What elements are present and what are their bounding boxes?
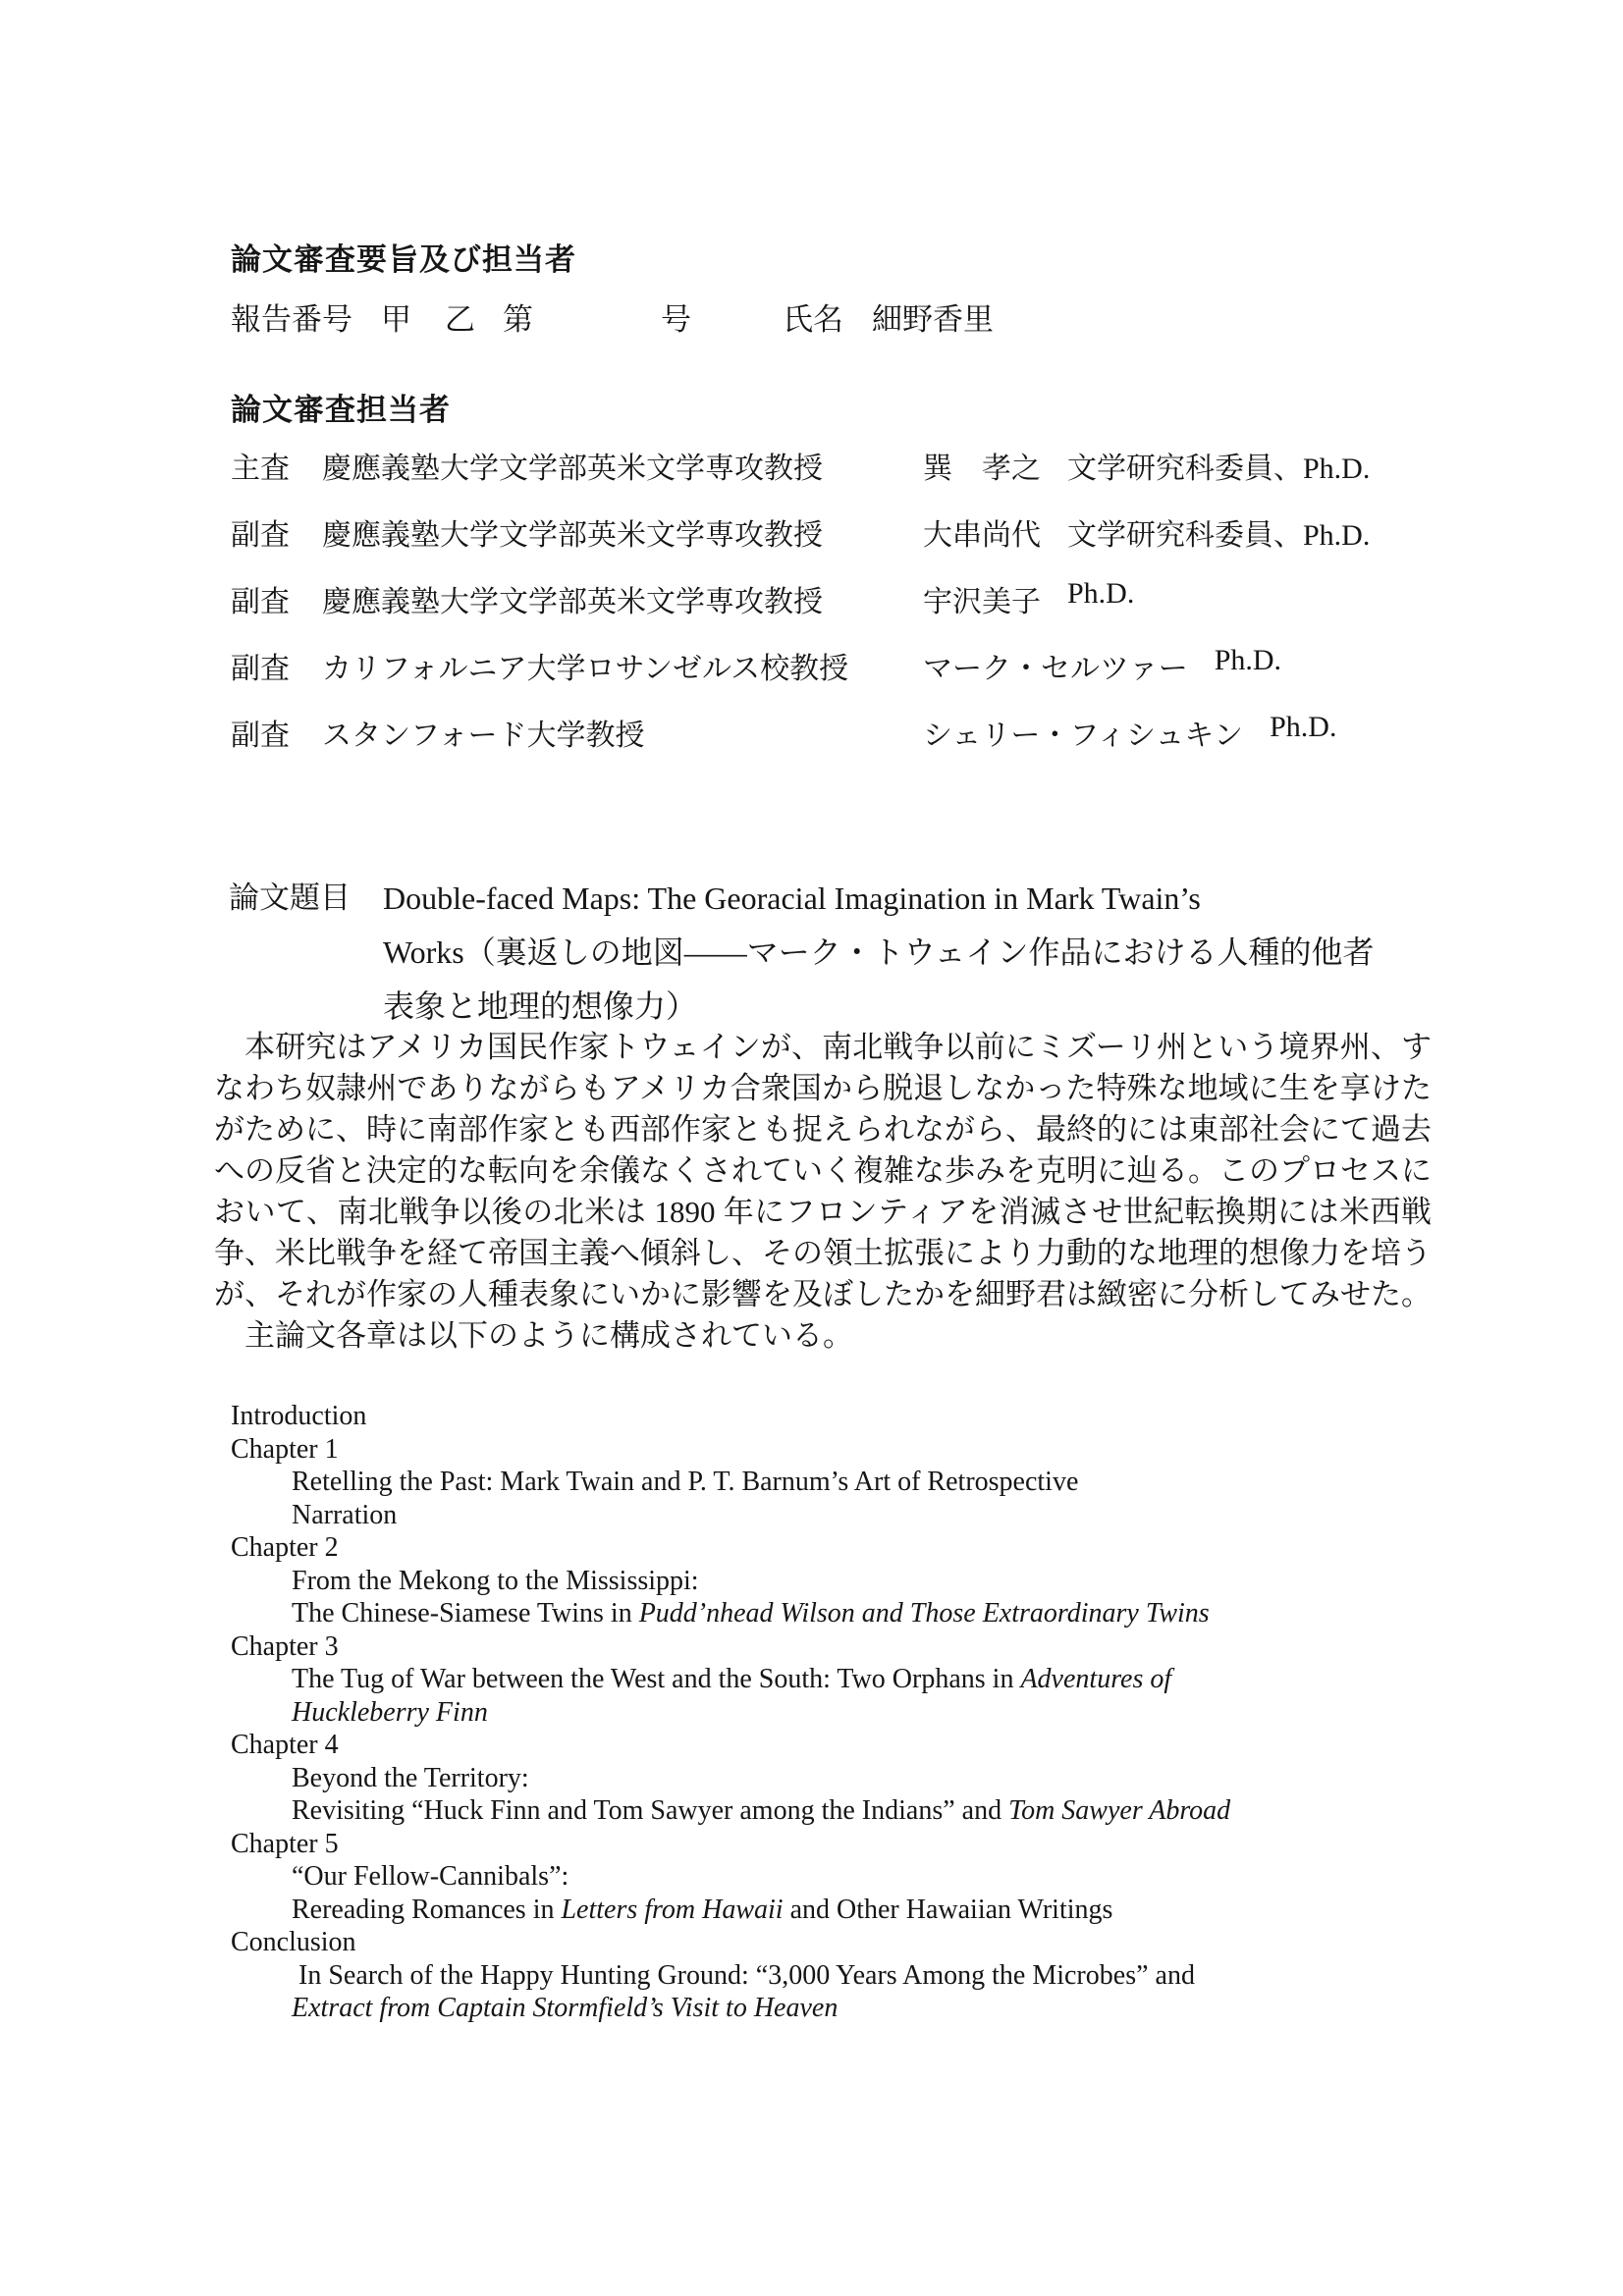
abstract xyxy=(214,1027,1432,1357)
toc-line xyxy=(216,1400,1492,1433)
toc-line xyxy=(216,1696,1492,1730)
committee-note: Ph.D. xyxy=(1270,711,1337,743)
committee-role: 副査 xyxy=(231,720,290,752)
toc-line xyxy=(216,1894,1492,1927)
toc-text: Retelling the Past: Mark Twain and P. T. Barnum’s Art of Retrospective xyxy=(292,1467,1079,1497)
toc-text: From the Mekong to the Mississippi: xyxy=(292,1565,699,1596)
thesis-title-line-3: 表象と地理的想像力） xyxy=(383,988,698,1024)
committee-name: 宇沢美子 xyxy=(923,586,1041,618)
toc-text: “Our Fellow-Cannibals”: xyxy=(292,1861,569,1892)
committee-heading: 論文審査担当者 xyxy=(231,393,451,427)
toc-line xyxy=(216,1565,1492,1598)
name-label: 氏名 xyxy=(783,302,843,337)
committee-name: 大串尚代 xyxy=(923,519,1041,552)
toc-text: Revisiting “Huck Finn and Tom Sawyer among the Indians” and xyxy=(292,1795,1009,1826)
toc-text-italic: Pudd’nhead Wilson and Those Extraordinary Twins xyxy=(638,1598,1210,1629)
committee-name-group xyxy=(923,577,1134,620)
toc-line xyxy=(216,1959,1492,1993)
toc-text-italic: Huckleberry Finn xyxy=(292,1696,488,1728)
committee-role: 主査 xyxy=(231,453,290,485)
thesis-title-label: 論文題目 xyxy=(229,881,351,915)
thesis-title-line-1: Double-faced Maps: The Georacial Imagination in Mark Twain’s xyxy=(383,881,1201,916)
toc-text: The Tug of War between the West and the South: Two Orphans in xyxy=(292,1664,1021,1694)
toc-line xyxy=(216,1663,1492,1696)
toc xyxy=(216,1400,1492,2025)
committee-note: 文学研究科委員、Ph.D. xyxy=(1067,519,1371,552)
report-number-row xyxy=(0,294,1623,337)
toc-line xyxy=(216,1860,1492,1894)
toc-line xyxy=(216,1630,1492,1664)
committee-affiliation: 慶應義塾大学文学部英米文学専攻教授 xyxy=(322,586,823,618)
toc-line xyxy=(216,1433,1492,1467)
toc-text: Narration xyxy=(292,1499,398,1530)
committee-affiliation: カリフォルニア大学ロサンゼルス校教授 xyxy=(322,653,849,685)
toc-text: Introduction xyxy=(231,1401,367,1431)
dai-label: 第 xyxy=(503,302,533,337)
committee-name-group xyxy=(923,444,1370,487)
toc-line xyxy=(216,1828,1492,1861)
toc-line xyxy=(216,1926,1492,1959)
committee-row xyxy=(0,444,1623,510)
committee-row xyxy=(0,577,1623,644)
committee-note: Ph.D. xyxy=(1067,577,1135,610)
committee-role: 副査 xyxy=(231,586,290,618)
committee-note: Ph.D. xyxy=(1214,644,1282,676)
toc-text: Chapter 3 xyxy=(231,1630,339,1662)
committee-name: 巽 孝之 xyxy=(923,453,1041,485)
committee-name: シェリー・フィシュキン xyxy=(923,720,1244,752)
candidate-name: 細野香里 xyxy=(872,302,994,337)
committee-affiliation: 慶應義塾大学文学部英米文学専攻教授 xyxy=(322,453,823,485)
toc-text-italic: Tom Sawyer Abroad xyxy=(1008,1795,1231,1826)
abstract-paragraph-1: 本研究はアメリカ国民作家トウェインが、南北戦争以前にミズーリ州という境界州、すなわち奴隷州でありながらもアメリカ合衆国から脱退しなかった特殊な地域に生を享けたがために、時に南部作家とも西部作家とも捉えられながら、最終的には東部社会にて過去への反省と決定的な転向を余儀なくされていく複雑な歩みを克明に辿る。このプロセスにおいて、南北戦争以後の北米は 1890 年にフロンティアを消滅させ世紀転換期には米西戦争、米比戦争を経て帝国主義へ傾斜し、その領土拡張により力動的な地理的想像力を培うが、それが作家の人種表象にいかに影響を及ぼしたかを細野君は緻密に分析してみせた。 xyxy=(214,1030,1432,1311)
toc-text: and Other Hawaiian Writings xyxy=(783,1894,1113,1925)
report-number-label: 報告番号 xyxy=(231,302,352,337)
toc-line xyxy=(216,1762,1492,1795)
committee-note: 文学研究科委員、Ph.D. xyxy=(1067,453,1371,485)
committee-name-group xyxy=(923,644,1281,687)
toc-line xyxy=(216,1729,1492,1762)
committee-row xyxy=(0,644,1623,711)
toc-text: Rereading Romances in xyxy=(292,1894,562,1925)
committee-affiliation: スタンフォード大学教授 xyxy=(322,720,645,752)
toc-text: Chapter 1 xyxy=(231,1433,339,1465)
abstract-paragraph-2: 主論文各章は以下のように構成されている。 xyxy=(214,1318,853,1353)
committee-name: マーク・セルツァー xyxy=(923,653,1188,685)
committee-affiliation: 慶應義塾大学文学部英米文学専攻教授 xyxy=(322,519,823,552)
toc-text: The Chinese-Siamese Twins in xyxy=(292,1598,639,1629)
toc-text-italic: Letters from Hawaii xyxy=(561,1894,784,1925)
toc-text: Chapter 5 xyxy=(231,1828,339,1859)
committee-name-group xyxy=(923,711,1336,754)
toc-text-italic: Adventures of xyxy=(1020,1664,1172,1694)
toc-line xyxy=(216,1794,1492,1828)
toc-line xyxy=(216,1499,1492,1532)
thesis-title-line-2: Works（裏返しの地図――マーク・トウェイン作品における人種的他者 xyxy=(383,934,1375,970)
committee-role: 副査 xyxy=(231,653,290,685)
toc-text: Beyond the Territory: xyxy=(292,1762,529,1793)
committee-role: 副査 xyxy=(231,519,290,552)
doc-heading: 論文審査要旨及び担当者 xyxy=(231,242,576,277)
toc-line xyxy=(216,1531,1492,1565)
toc-text-italic: Extract from Captain Stormfield’s Visit to Heaven xyxy=(292,1993,839,2023)
toc-text: Conclusion xyxy=(231,1927,356,1957)
toc-line xyxy=(216,1992,1492,2025)
toc-text: Chapter 2 xyxy=(231,1532,339,1563)
toc-line xyxy=(216,1597,1492,1630)
toc-line xyxy=(216,1466,1492,1499)
toc-text: Chapter 4 xyxy=(231,1730,339,1760)
committee-row xyxy=(0,711,1623,777)
committee-list xyxy=(0,444,1623,777)
kou-mark: 甲 xyxy=(381,302,411,337)
committee-name-group xyxy=(923,510,1370,554)
committee-row xyxy=(0,510,1623,577)
toc-text: In Search of the Happy Hunting Ground: “3,000 Years Among the Microbes” and xyxy=(292,1959,1195,1991)
otsu-mark: 乙 xyxy=(445,302,475,337)
gou-label: 号 xyxy=(661,302,691,337)
